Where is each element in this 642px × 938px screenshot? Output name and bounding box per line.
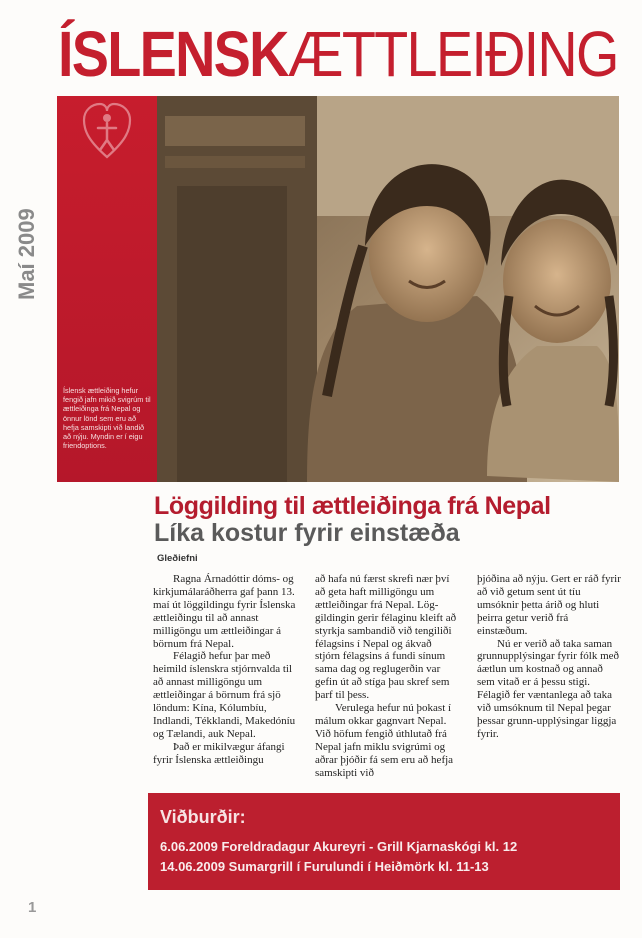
cover-photo [157,96,619,482]
paragraph: Verulega hefur nú þokast í málum okkar gagnvart Nepal. Við höfum fengið úthlutað frá Nepal jafn miklu svigrúmi og aðrar þjóðir fá sem eru að hefja samskipti við [315,702,454,779]
masthead-part1: ÍSLENSK [58,18,288,90]
article-subheadline: Líka kostur fyrir einstæða [154,519,460,547]
article-headline: Löggilding til ættleiðinga frá Nepal [154,492,551,520]
heart-logo-icon [82,102,132,162]
paragraph: Nú er verið að taka saman grunnupplýsingar fyrir fólk með áætlun um kostnað og annað sem vitað er á þessu stigi. Félagið fer væntanlega að taka við umsóknum til Nepal þegar þessar grunn-upplýsingar liggja fyrir. [477,637,620,740]
article-column-3 [477,573,621,741]
events-title: Viðburðir: [160,807,246,827]
article-column-2 [315,573,459,780]
paragraph: Ragna Árnadóttir dóms- og kirkjumálaráðherra gaf þann 13. maí út löggildingu fyrir Íslenska ættleiðingu til að annast milligöngu um ættleiðingar á börnum frá Nepal. [153,573,296,650]
events-box [148,793,620,890]
section-label: Gleðiefni [157,553,198,564]
masthead-part2: ÆTTLEIÐING [287,18,618,90]
issue-date [14,180,54,300]
red-sidebar-panel [57,96,157,482]
paragraph: Það er mikilvægur áfangi fyrir Íslenska ættleiðingu [153,740,285,766]
article-column-1 [153,573,297,767]
masthead [58,14,618,94]
paragraph: Félagið hefur þar með heimild íslenskra stjórnvalda til að annast milligöngu um ættleiðingar á börnum frá sjö löndum: Kína, Kólumbíu, Indlandi, Tékklandi, Makedóníu og Tælandi, auk Nepal. [153,650,296,740]
issue-date-text: Maí 2009 [14,208,39,300]
event-item: 6.06.2009 Foreldradagur Akureyri - Grill Kjarnaskógi kl. 12 [160,839,518,854]
page-number: 1 [28,899,37,916]
event-item: 14.06.2009 Sumargrill í Furulundi í Heiðmörk kl. 11-13 [160,859,489,874]
photo-caption: Íslensk ættleiðing hefur fengið jafn mikið svigrúm til ættleiðinga frá Nepal og önnur lönd sem eru að hefja samskipti við landið að nýju. Myndin er í eigu friendoptions. [63,386,151,451]
paragraph: að hafa nú færst skrefi nær því að geta haft milligöngu um ættleiðingar frá Nepal. Lög-gildingin gerir félaginu kleift að styrkja sambandið við tengiliði félagsins í Nepal og ákvað stjórn félagsins á fundi sínum sama dag og reglugerðin var gefin út að stíga þau skref sem þarf til þess. [315,573,457,702]
paragraph: þjóðina að nýju. Gert er ráð fyrir að við getum sent út tíu umsóknir þetta árið og hluti þeirra getur verið frá einstæðum. [477,573,621,637]
